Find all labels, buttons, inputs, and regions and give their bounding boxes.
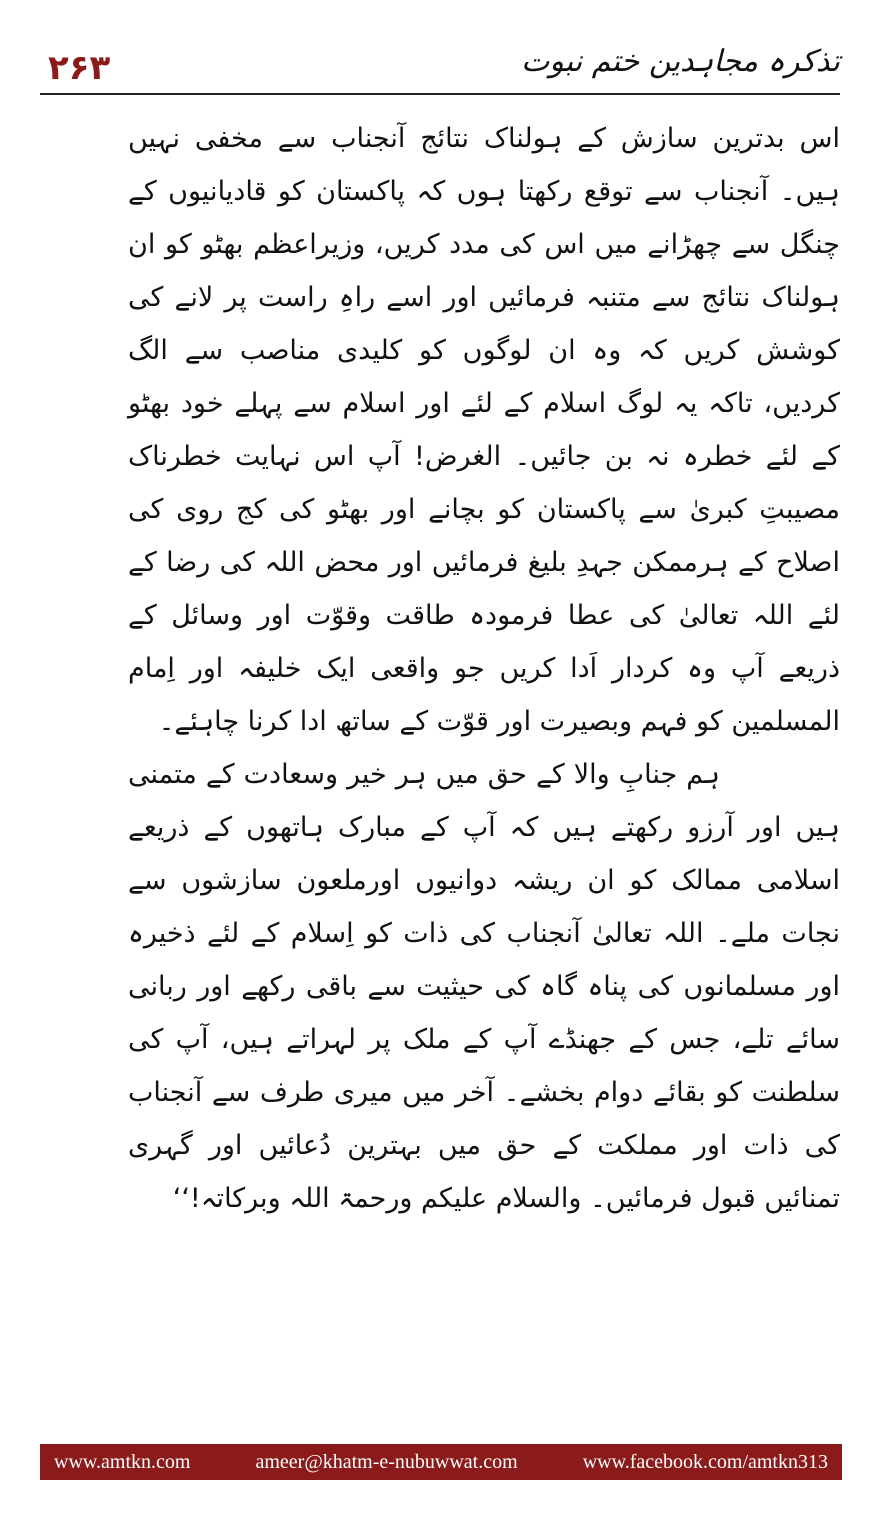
book-title: تذکرہ مجاہدین ختم نبوت xyxy=(521,44,840,79)
header-divider xyxy=(40,93,840,95)
page-number: ۲۶۳ xyxy=(48,48,111,88)
footer-facebook-link[interactable]: www.facebook.com/amtkn313 xyxy=(582,1450,828,1473)
page-body xyxy=(128,112,840,1442)
footer-email-link[interactable]: ameer@khatm-e-nubuwwat.com xyxy=(255,1450,518,1473)
footer-bar xyxy=(40,1444,842,1480)
footer-website-link[interactable]: www.amtkn.com xyxy=(54,1450,191,1473)
body-paragraph-1: اس بدترین سازش کے ہولناک نتائج آنجناب سے مخفی نہیں ہیں۔ آنجناب سے توقع رکھتا ہوں کہ پاکستان کو قادیانیوں کے چنگل سے چھڑانے میں اس کی مدد کریں، وزیراعظم بھٹو کو ان ہولناک نتائج سے متنبہ فرمائیں اور اسے راہِ راست پر لانے کی کوشش کریں کہ وہ ان لوگوں کو کلیدی مناصب سے الگ کردیں، تاکہ یہ لوگ اسلام کے لئے اور اسلام سے پہلے خود بھٹو کے لئے خطرہ نہ بن جائیں۔ الغرض! آپ اس نہایت خطرناک مصیبتِ کبریٰ سے پاکستان کو بچانے اور بھٹو کی کج روی کی اصلاح کے ہرممکن جہدِ بلیغ فرمائیں اور محض اللہ کی رضا کے لئے اللہ تعالیٰ کی عطا فرمودہ طاقت وقوّت اور وسائل کے ذریعے آپ وہ کردار اَدا کریں جو واقعی ایک خلیفہ اور اِمام المسلمین کو فہم وبصیرت اور قوّت کے ساتھ ادا کرنا چاہئے۔ xyxy=(128,123,840,737)
body-paragraph-2: ہم جنابِ والا کے حق میں ہر خیر وسعادت کے متمنی ہیں اور آرزو رکھتے ہیں کہ آپ کے مبارک ہاتھوں کے ذریعے اسلامی ممالک کو ان ریشہ دوانیوں اورملعون سازشوں سے نجات ملے۔ اللہ تعالیٰ آنجناب کی ذات کو اِسلام کے لئے ذخیرہ اور مسلمانوں کی پناہ گاہ کی حیثیت سے باقی رکھے اور ربانی سائے تلے، جس کے جھنڈے آپ کے ملک پر لہراتے ہیں، آپ کی سلطنت کو بقائے دوام بخشے۔ آخر میں میری طرف سے آنجناب کی ذات اور مملکت کے حق میں بہترین دُعائیں اور گہری تمنائیں قبول فرمائیں۔ والسلام علیکم ورحمۃ اللہ وبرکاتہ!‘‘ xyxy=(128,759,840,1214)
page-header xyxy=(40,30,840,92)
